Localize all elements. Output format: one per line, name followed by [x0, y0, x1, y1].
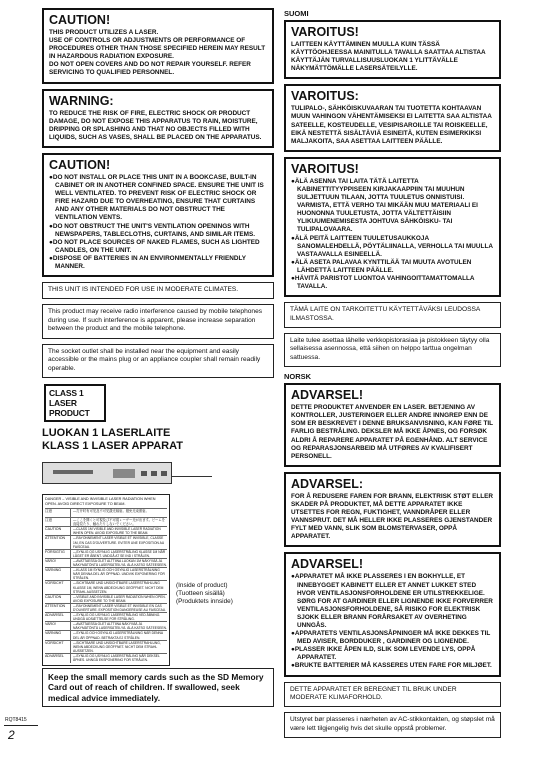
moderate-climate-box — [42, 282, 274, 299]
label-line2: LASER PRODUCT — [49, 397, 90, 418]
model-code: RQT8415 — [5, 717, 27, 723]
label-line1: CLASS 1 — [49, 387, 84, 398]
varoitus-heading: VAROITUS! — [291, 161, 359, 176]
warning-label-text: —CLASS 1M VISIBLE AND INVISIBLE LASER RADIATION WHEN OPEN. AVOID EXPOSURE TO THE BEAM. — [73, 527, 161, 536]
varoitus-ventilation-box — [284, 157, 501, 297]
warning-label-row — [45, 550, 167, 559]
warning-label-key: VARNING — [45, 631, 71, 639]
warning-label-text: —SYNLIG OCH OSYNLIG LASERSTRÅLNING NÄR DENNA DEL ÄR ÖPPNAD. BETRAKTA EJ STRÅLEN. — [73, 631, 163, 640]
caption-en: (Inside of product) — [176, 582, 228, 589]
warning-label-key: ADVARSEL — [45, 654, 71, 663]
warning-label-text: —ここを開くと可視及び不可視レーザー光が出ます。ビームを直接見たり、触れたりしないでください。 — [73, 518, 165, 527]
caution-bullet: ●DO NOT PLACE SOURCES OF NAKED FLAMES, SUCH AS LIGHTED CANDLES, ON THE UNIT. — [49, 238, 260, 254]
warning-text: TO REDUCE THE RISK OF FIRE, ELECTRIC SHOCK OR PRODUCT DAMAGE, DO NOT EXPOSE THIS APPARATUS TO RAIN, MOISTURE, DRIPPING OR SPLASHING AND THAT NO OBJECTS FILLED WITH LIQUIDS, SUCH AS VASES, SHALL BE PLACED ON THE APPARATUS. — [49, 109, 262, 141]
warning-label-text: —SICHTBARE UND UNSICHTBARE LASERSTRAHLUNG, WENN ABDECKUNG GEÖFFNET. NICHT DEM STRAHL AUSSETZEN. — [73, 640, 161, 653]
pointer-line — [172, 476, 212, 477]
warning-label-text: —VISIBLE AND INVISIBLE LASER RADIATION WHEN OPEN. AVOID EXPOSURE TO THE BEAM. — [73, 594, 166, 603]
warning-label-row — [45, 613, 167, 622]
warning-label-text: —AVATTAESSA OLET ALTTIINA LUOKAN 1M NÄKYVÄÄ JA NÄKYMÄTÖNTÄ LASERSÄTEILYÄ. ÄLÄ KATSO SÄTEESEEN. — [73, 558, 167, 568]
device-button — [141, 471, 147, 476]
advarsel-heading: ADVARSEL: — [291, 476, 363, 491]
warning-label-text: —SYNLIG OG USYNLIG LASERSTRÅLING NÅR DEKSEL ÅPNES. UNNGÅ EKSPONERING FOR STRÅLEN. — [73, 653, 160, 662]
advarsel-bullet: ●BRUKTE BATTERIER MÅ KASSERES UTEN FARE FOR MILJØET. — [291, 662, 492, 670]
caution-heading: CAUTION! — [49, 157, 111, 172]
device-button — [151, 471, 157, 476]
device-body — [42, 462, 172, 484]
warning-label-row — [45, 527, 167, 536]
socket-outlet-text: The socket outlet shall be installed near the equipment and easily accessible or the mains plug or an appliance coupler shall remain readily operable. — [48, 347, 261, 372]
warning-label-text: —KLASS 1M SYNLIG OCH OSYNLIG LASERSTRÅLNING NÄR DENNA DEL ÄR ÖPPNAD. UNDVIK EXPONERING FÖR STRÅLEN. — [73, 568, 165, 581]
varoitus-bullet: ●ÄLÄ ASENNA TAI LAITA TÄTÄ LAITETTA KABINETTITYYPPISEEN KIRJAKAAPPIIN TAI MUUHUN SULJETTUUN TILAAN, JOTTA TUULETUS ONNISTUISI. VARMISTA, ETTÄ VERHO TAI MIKÄÄN MUU MATERIAALI EI HUONONNA TUULETUSTA, JOTTA VÄLTETTÄISIIN YLIKUUMENEMISESTA JOHTUVA SÄHKÖISKU- TAI TULIPALOVAARA. — [291, 177, 478, 234]
warning-label-top: DANGER – VISIBLE AND INVISIBLE LASER RADIATION WHEN OPEN. AVOID DIRECT EXPOSURE TO BEAM. — [45, 497, 167, 509]
laser-class-no: KLASS 1 LASER APPARAT — [42, 439, 183, 452]
warning-label-key: VARO! — [45, 559, 71, 567]
caution-heading: CAUTION! — [49, 13, 111, 27]
warning-label-text: —SICHTBARE UND UNSICHTBARE LASERSTRAHLUNG KLASSE 1M, WENN ABDECKUNG GEÖFFNET. NICHT DEM STRAHL AUSSETZEN. — [73, 581, 164, 594]
socket-outlet-box — [42, 344, 274, 378]
warning-label-row — [45, 595, 167, 604]
warning-label-row — [45, 581, 167, 594]
socket-box-fi — [284, 333, 501, 367]
warning-label-row — [45, 509, 167, 518]
warning-label-row — [45, 604, 167, 613]
warning-label-text: —AVATTAESSA OLET ALTTIINA NÄKYVÄÄ JA NÄKYMÄTÖNTÄ LASERSÄTEILYÄ. ÄLÄ KATSO SÄTEESEEN. — [73, 622, 167, 631]
device-button — [161, 471, 167, 476]
caption-no: (Produktets innside) — [176, 598, 233, 606]
caution-bullet: ●DO NOT INSTALL OR PLACE THIS UNIT IN A BOOKCASE, BUILT-IN CABINET OR IN ANOTHER CONFINED SPACE. ENSURE THE UNIT IS WELL VENTILATED. TO PREVENT RISK OF ELECTRIC SHOCK OR FIRE HAZARD DUE TO OVERHEATING, ENSURE THAT CURTAINS AND ANY OTHER MATERIALS DO NOT OBSTRUCT THE VENTILATION VENTS. — [49, 173, 264, 222]
disc-slot — [53, 470, 93, 474]
warning-label-key: ADVARSEL — [45, 613, 71, 621]
page-number: 2 — [4, 725, 38, 741]
varoitus-heading: VAROITUS! — [291, 25, 359, 39]
warning-label-row — [45, 568, 167, 581]
warning-label-text: —RAYONNEMENT LASER VISIBLE ET INVISIBLE EN CAS D'OUVERTURE. EXPOSITION DANGEREUSE AU FAISCEAU. — [73, 603, 167, 612]
laser-warning-label — [42, 494, 170, 666]
varoitus-bullet: ●ÄLÄ ASETA PALAVAA KYNTTILÄÄ TAI MUUTA AVOTULEN LÄHDETTÄ LAITTEEN PÄÄLLE. — [291, 258, 472, 274]
warning-label-text: —SYNLIG OG USYNLIG LASERSTRÅLING KLASSE 1M NÅR LÅGET ER ÅBENT. UNDGÅ AT SE IND I STRÅLEN. — [73, 549, 166, 558]
caution-bullet: ●DO NOT OBSTRUCT THE UNIT'S VENTILATION OPENINGS WITH NEWSPAPERS, TABLECLOTHS, CURTAINS, AND SIMILAR ITEMS. — [49, 222, 256, 238]
climate-text-fi: TÄMÄ LAITE ON TARKOITETTU KÄYTETTÄVÄKSI LEUDOSSA ILMASTOSSA. — [290, 306, 480, 322]
advarsel-ventilation-box — [284, 552, 501, 676]
varoitus-text: TULIPALO-, SÄHKÖISKUVAARAN TAI TUOTETTA KOHTAAVAN MUUN VAHINGON VÄHENTÄMISEKSI EI LAITETTA SAA ALTISTAA SATEELLE, KOSTEUDELLE, VESIPISAROILLE TAI ROISKEELLE, EIKÄ NESTETTÄ SISÄLTÄVIÄ ESINEITÄ, KUTEN ESIMERKIKSI MALJAKOITA, SAA ASETTAA LAITTEEN PÄÄLLE. — [291, 105, 492, 145]
socket-text-fi: Laite tulee asettaa lähelle verkkopistorasiaa ja pistokkeen täytyy olla sellaisessa asennossa, että siihen on helppo tarttua ongelman sattuessa. — [290, 336, 490, 361]
caution-text: THIS PRODUCT UTILIZES A LASER. USE OF CONTROLS OR ADJUSTMENTS OR PERFORMANCE OF PROCEDURES OTHER THAN THOSE SPECIFIED HEREIN MAY RESULT IN HAZARDOUS RADIATION EXPOSURE. DO NOT OPEN COVERS AND DO NOT REPAIR YOURSELF. REFER SERVICING TO QUALIFIED PERSONNEL. — [49, 29, 266, 77]
caution-bullet: ●DISPOSE OF BATTERIES IN AN ENVIRONMENTALLY FRIENDLY MANNER. — [49, 254, 246, 270]
warning-label-key: CAUTION — [45, 527, 71, 535]
advarsel-heading: ADVARSEL! — [291, 557, 363, 572]
advarsel-heading: ADVARSEL! — [291, 388, 363, 403]
moderate-climate-text: THIS UNIT IS INTENDED FOR USE IN MODERATE CLIMATES. — [48, 286, 239, 294]
radio-interference-box — [42, 304, 274, 338]
advarsel-text: FOR Å REDUSERE FAREN FOR BRANN, ELEKTRISK STØT ELLER SKADER PÅ PRODUKTET, MÅ DETTE APPARATET IKKE UTSETTES FOR REGN, FUKTIGHET, VANNDRÅPER ELLER VANNSPRUT. DET MÅ HELLER IKKE PLASSERES GJENSTANDER FYLT MED VANN, SLIK SOM BLOMSTERVASER, OPPÅ APPARATET. — [291, 492, 494, 541]
radio-interference-text: This product may receive radio interference caused by mobile telephones during use. If such interference is apparent, please increase separation between the product and the mobile telephone. — [48, 308, 263, 333]
advarsel-laser-box — [284, 383, 501, 467]
warning-label-key: VARO! — [45, 622, 71, 630]
climate-text-no: DETTE APPARATET ER BEREGNET TIL BRUK UNDER MODERATE KLIMAFORHOLD. — [290, 685, 457, 701]
advarsel-bullet: ●PLASSER IKKE ÅPEN ILD, SLIK SOM LEVENDE LYS, OPPÅ APPARATET. — [291, 646, 476, 662]
caption-fi: (Tuotteen sisällä) — [176, 590, 225, 598]
varoitus-bullet: ●ÄLÄ PEITÄ LAITTEEN TUULETUSAUKKOJA SANOMALEHDELLÄ, PÖYTÄLIINALLA, VERHOLLA TAI MUULLA VASTAAVALLA ESINEELLÄ. — [291, 234, 493, 258]
warning-label-row — [45, 536, 167, 549]
warning-label-key: 注意 — [45, 518, 71, 526]
device-illustration — [42, 458, 274, 492]
advarsel-text: DETTE PRODUKTET ANVENDER EN LASER. BETJENING AV KONTROLLER, JUSTERINGER ELLER ANDRE INNGREP ENN DE SOM ER BESKREVET I DENNE BRUKSANVISNING, KAN FØRE TIL FARLIG BESTRÅLING. DEKSLER MÅ IKKE ÅPNES, OG FORSØK ALDRI Å REPARERE APPARATET PÅ EGENHÅND. ALT SERVICE OG REPARASJONSARBEID MÅ UTFØRES AV KVALIFISERT PERSONELL. — [291, 404, 493, 460]
caution-laser-box — [42, 8, 274, 84]
class1-laser-label — [44, 384, 106, 422]
laser-class-fi: LUOKAN 1 LASERLAITE — [42, 426, 171, 439]
varoitus-heading: VAROITUS: — [291, 89, 359, 104]
right-column — [284, 8, 501, 743]
warning-label-key: ATTENTION — [45, 536, 71, 548]
advarsel-bullet: ●APPARATETS VENTILASJONSÅPNINGER MÅ IKKE DEKKES TIL MED AVISER, BORDDUKER , GARDINER OG LIGNENDE. — [291, 630, 491, 646]
socket-text-no: Utstyret bør plasseres i nærheten av AC-stikkontakten, og støpslet må være lett tilgjengelig hvis det skulle oppstå problemer. — [290, 716, 495, 732]
advarsel-moisture-box — [284, 472, 501, 548]
warning-label-key: ATTENTION — [45, 604, 71, 612]
caution-ventilation-box — [42, 153, 274, 277]
varoitus-text: LAITTEEN KÄYTTÄMINEN MUULLA KUIN TÄSSÄ KÄYTTÖOHJEESSA MAINITULLA TAVALLA SAATTAA ALTISTAA KÄYTTÄJÄN TURVALLISUUSLUOKAN 1 YLITTÄVÄLLE NÄKYMÄTTÖMÄLLE LASERSÄTEILYLLE. — [291, 41, 486, 73]
warning-label-row — [45, 654, 167, 663]
warning-label-row — [45, 641, 167, 654]
warning-label-row — [45, 518, 167, 527]
warning-label-text: —RAYONNEMENT LASER VISIBLE ET INVISIBLE, CLASSE 1M, EN CAS D'OUVERTURE. EVITER UNE EXPOSITION AU FAISCEAU. — [73, 536, 165, 549]
warning-label-text: —SYNLIG OG USYNLIG LASERSTRÅLING VED ÅBNING. UNDGÅ UDSÆTTELSE FOR STRÅLING. — [73, 613, 161, 622]
warning-label-row — [45, 559, 167, 568]
warning-label-key: CAUTION — [45, 595, 71, 603]
language-heading-norsk: NORSK — [284, 372, 312, 382]
warning-label-key: FORSIGTIG — [45, 550, 71, 558]
advarsel-bullet: ●APPARATET MÅ IKKE PLASSERES I EN BOKHYLLE, ET INNEBYGGET KABINETT ELLER ET ANNET LUKKET STED HVOR VENTILASJONSFORHOLDENE ER UTILSTREKKELIGE. SØRG FOR AT GARDINER ELLER LIGNENDE IKKE FORVERRER VENTILASJONSFORHOLDENE, SÅ RISIKO FOR ELEKTRISK SJOKK ELLER BRANN FORÅRSAKET AV OVERHETING UNNGÅS. — [291, 573, 493, 629]
climate-box-fi — [284, 302, 501, 328]
left-column — [42, 8, 274, 666]
warning-box — [42, 89, 274, 148]
socket-box-no — [284, 712, 501, 738]
climate-box-no — [284, 682, 501, 708]
memory-card-warning: Keep the small memory cards such as the SD Memory Card out of reach of children. If swallowed, seek medical advice immediately. — [42, 668, 274, 707]
warning-label-row — [45, 631, 167, 640]
warning-heading: WARNING: — [49, 93, 114, 108]
warning-label-key: VORSICHT — [45, 581, 71, 593]
warning-label-key: VORSICHT — [45, 641, 71, 653]
language-heading-suomi: SUOMI — [284, 9, 309, 18]
inside-product-caption — [176, 582, 233, 607]
varoitus-moisture-box — [284, 84, 501, 151]
device-display — [113, 469, 135, 478]
varoitus-laser-box — [284, 20, 501, 79]
warning-label-key: 注意 — [45, 509, 71, 517]
warning-label-key: VARNING — [45, 568, 71, 580]
varoitus-bullet: ●HÄVITÄ PARISTOT LUONTOA VAHINGOITTAMATTOMALLA TAVALLA. — [291, 274, 475, 291]
warning-label-text: —打开时有可见及不可见激光辐射。避免光束照射。 — [73, 509, 149, 514]
